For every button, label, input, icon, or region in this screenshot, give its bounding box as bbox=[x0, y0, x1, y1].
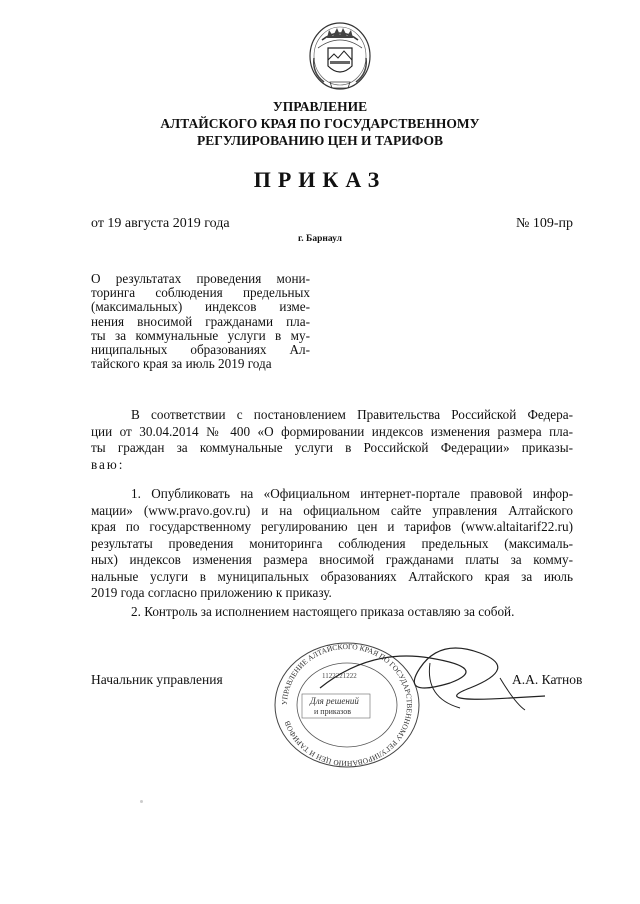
scan-artifact bbox=[140, 800, 143, 803]
body-line: мации» (www.pravo.gov.ru) и на официальном сайте управления Алтайского bbox=[91, 502, 573, 518]
org-name-line-2: АЛТАЙСКОГО КРАЯ ПО ГОСУДАРСТВЕННОМУ bbox=[160, 116, 480, 131]
signatory-name: А.А. Катнов bbox=[512, 672, 583, 687]
document-city: г. Барнаул bbox=[298, 234, 342, 244]
body-line: ных) индексов изменения размера вносимой гражданами платы за комму- bbox=[91, 552, 573, 567]
org-name-line-1: УПРАВЛЕНИЕ bbox=[272, 99, 368, 114]
body-line: результаты проведения мониторинга соблюдения предельных (максималь- bbox=[91, 535, 573, 551]
stamp-center-line-2: и приказов bbox=[314, 707, 352, 716]
body-line: 2. Контроль за исполнением настоящего приказа оставляю за собой. bbox=[131, 604, 515, 619]
body-line: 1. Опубликовать на «Официальном интернет-портале правовой инфор- bbox=[131, 486, 573, 501]
body-line: ваю: bbox=[91, 456, 125, 472]
preamble-paragraph bbox=[91, 407, 573, 473]
coat-of-arms-emblem bbox=[300, 18, 380, 92]
subject-line: ты за коммунальные услуги в му- bbox=[91, 327, 310, 343]
subject-line: нения вносимой гражданами пла- bbox=[91, 313, 310, 329]
subject-line: ниципальных образованиях Ал- bbox=[91, 342, 310, 358]
subject-line: О результатах проведения мони- bbox=[91, 271, 310, 286]
body-line: 2019 года согласно приложению к приказу. bbox=[91, 585, 332, 600]
subject-block bbox=[91, 272, 310, 371]
subject-line: торинга соблюдения предельных bbox=[91, 285, 310, 301]
subject-line: (максимальных) индексов изме- bbox=[91, 299, 310, 315]
stamp-center-line-1: Для решений bbox=[310, 696, 359, 706]
body-line: края по государственному регулированию цен и тарифов (www.altaitarif22.ru) bbox=[91, 519, 573, 534]
document-title: ПРИКАЗ bbox=[253, 167, 387, 192]
body-line: ты граждан за коммунальные услуги в Российской Федерации» приказы- bbox=[91, 440, 573, 455]
body-line: В соответствии с постановлением Правительства Российской Федера- bbox=[131, 407, 573, 422]
document-number: № 109-пр bbox=[515, 216, 573, 231]
document-date: от 19 августа 2019 года bbox=[91, 216, 230, 231]
item-1-paragraph bbox=[91, 486, 573, 602]
body-line: нальные услуги в муниципальных образованиях Алтайского края за июль bbox=[91, 568, 573, 584]
signatory-position: Начальник управления bbox=[91, 672, 223, 687]
subject-line: тайского края за июль 2019 года bbox=[91, 356, 272, 372]
org-name-line-3: РЕГУЛИРОВАНИЮ ЦЕН И ТАРИФОВ bbox=[196, 133, 444, 148]
body-line: ции от 30.04.2014 № 400 «О формировании индексов изменения размера пла- bbox=[91, 423, 573, 439]
item-2-paragraph bbox=[91, 604, 573, 621]
stamp-ring-text: УПРАВЛЕНИЕ АЛТАЙСКОГО КРАЯ ПО ГОСУДАРСТВЕННОМУ РЕГУЛИРОВАНИЮ ЦЕН И ТАРИФОВ bbox=[279, 641, 415, 769]
stamp-code: 1122221222 bbox=[322, 672, 357, 680]
